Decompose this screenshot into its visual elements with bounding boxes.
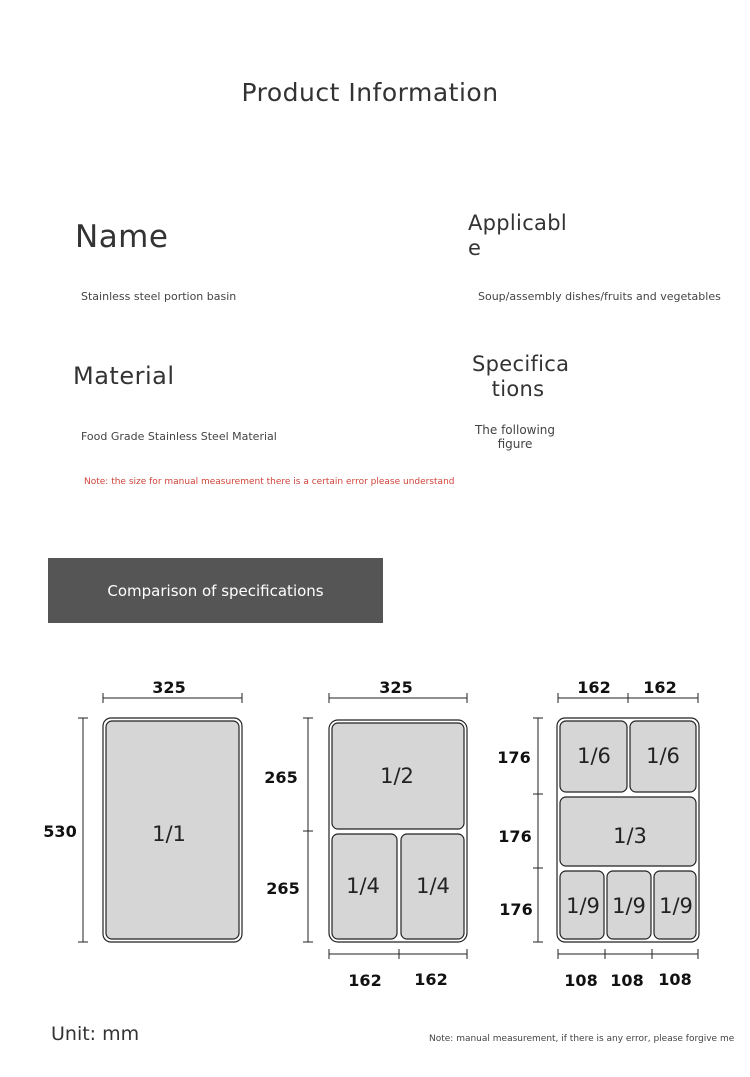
dim-ninth-width-2: 108 [610,971,644,990]
pan-quarter-right-label: 1/4 [416,874,450,898]
specifications-value-line1: The following [474,423,556,437]
dim-quarter-width-left: 162 [348,971,382,990]
specifications-heading-line2: tions [491,377,545,401]
dim-half-height-bottom: 265 [266,879,300,898]
pan-ninth-3-label: 1/9 [659,894,693,918]
material-value: Food Grade Stainless Steel Material [81,430,277,443]
dim-sixth-height-3: 176 [499,900,533,919]
specifications-heading-line1: Specifica [472,352,570,376]
specifications-value-line2: figure [497,437,533,451]
pan-third-label: 1/3 [613,824,647,848]
pan-quarter-left-label: 1/4 [346,874,380,898]
applicable-heading-line2: e [468,236,482,260]
dim-quarter-width-right: 162 [414,970,448,989]
dim-sixth-width-right: 162 [643,678,677,697]
dim-ninth-width-1: 108 [564,971,598,990]
measurement-note: Note: the size for manual measurement there is a certain error please understand [84,477,455,487]
pan-full-label: 1/1 [152,822,186,846]
applicable-heading-line1: Applicabl [468,211,567,235]
applicable-value: Soup/assembly dishes/fruits and vegetables [478,290,721,303]
pan-ninth-2-label: 1/9 [612,894,646,918]
comparison-banner-label: Comparison of specifications [107,581,324,600]
material-heading: Material [73,362,175,390]
dim-sixth-width-left: 162 [577,678,611,697]
dim-sixth-height-2: 176 [498,827,532,846]
dim-full-width: 325 [152,678,186,697]
page-title: Product Information [241,78,499,107]
dim-full-height: 530 [43,822,77,841]
pan-sixth-right-label: 1/6 [646,744,680,768]
unit-label: Unit: mm [51,1023,140,1045]
pan-half-label: 1/2 [380,764,414,788]
dim-sixth-height-1: 176 [497,748,531,767]
dim-half-width: 325 [379,678,413,697]
bottom-note: Note: manual measurement, if there is any error, please forgive me [429,1034,735,1044]
pan-ninth-1-label: 1/9 [566,894,600,918]
name-heading: Name [75,219,169,255]
pan-sixth-left-label: 1/6 [577,744,611,768]
dim-half-height-top: 265 [264,768,298,787]
name-value: Stainless steel portion basin [81,290,237,303]
dim-ninth-width-3: 108 [658,970,692,989]
